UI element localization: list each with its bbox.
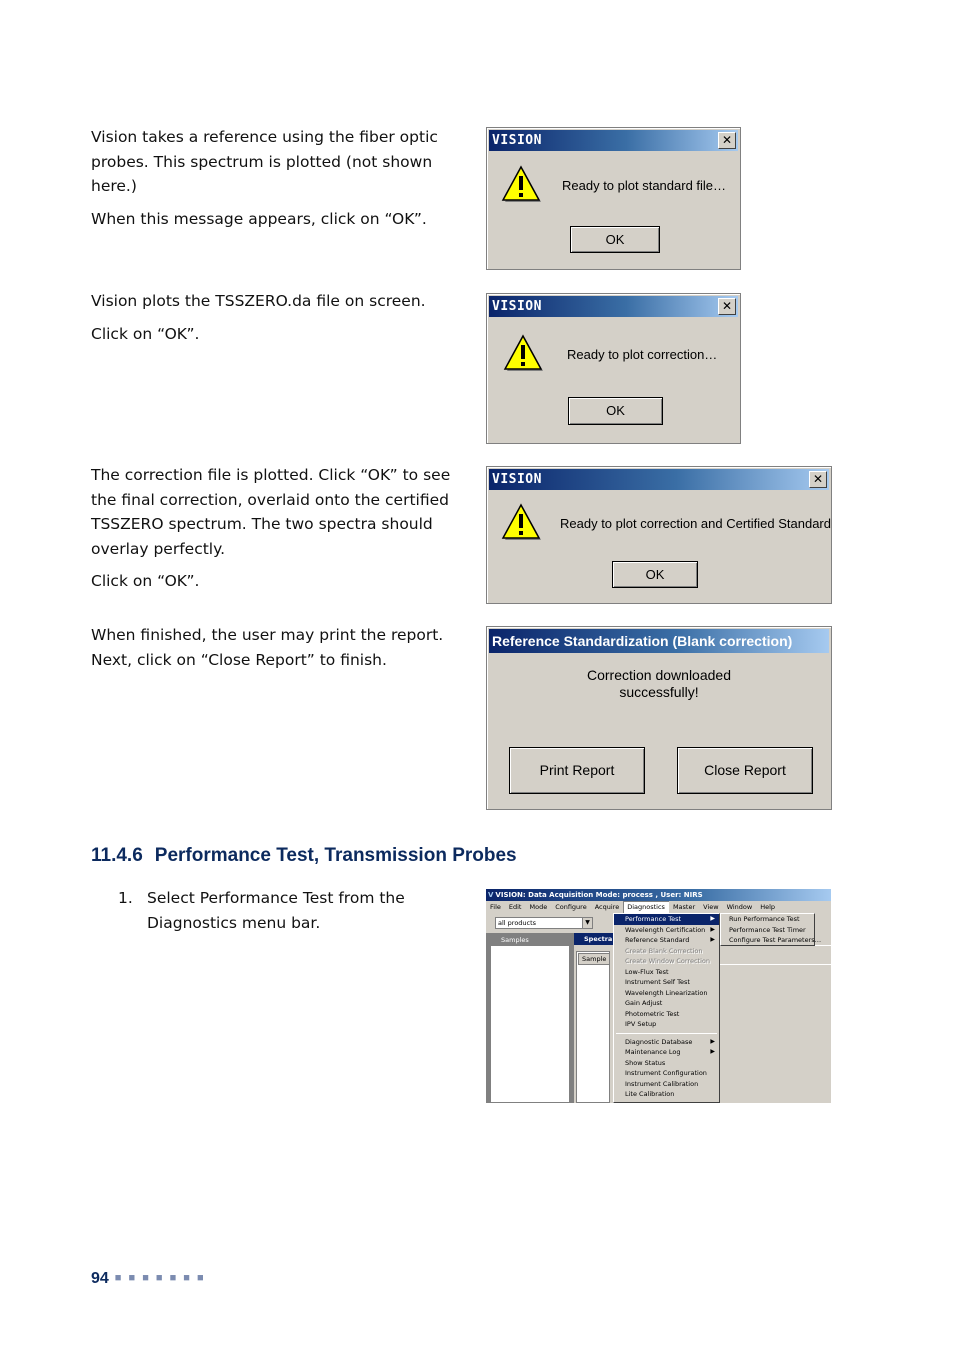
samples-panel [490, 933, 570, 1103]
product-combo[interactable] [495, 917, 593, 929]
page-number: 94 [91, 1270, 109, 1287]
paragraph: The correction file is plotted. Click “OK” to see the final correction, overlaid onto the certified TSSZERO spectrum. The two spectra should overlay perfectly. [91, 466, 451, 558]
menu-window[interactable]: Window [726, 903, 753, 911]
warning-icon [501, 503, 541, 541]
menu-item[interactable] [614, 1058, 719, 1069]
menu-view[interactable]: View [703, 903, 719, 911]
chevron-right-icon: ▶ [710, 1037, 715, 1045]
menu-item[interactable] [614, 988, 719, 999]
app-menubar [486, 901, 831, 913]
menu-diagnostics[interactable]: Diagnostics [623, 901, 669, 913]
menu-item[interactable] [614, 1089, 719, 1100]
menu-item[interactable] [614, 914, 719, 925]
spectra-panel-title: Spectra [574, 933, 614, 945]
performance-test-submenu [720, 913, 822, 946]
vision-logo-icon: V [488, 891, 494, 899]
paragraph: Vision plots the TSSZERO.da file on screen. [91, 292, 426, 310]
reference-standardization-dialog [486, 626, 832, 810]
menu-item[interactable] [614, 977, 719, 988]
menu-item-label: Performance Test [625, 915, 682, 923]
section-title: Performance Test, Transmission Probes [154, 845, 517, 866]
dialog-title: VISION [489, 296, 738, 317]
print-report-button[interactable]: Print Report [509, 747, 645, 794]
step-number: 1. [118, 889, 133, 907]
menu-mode[interactable]: Mode [529, 903, 548, 911]
text-block-3 [91, 463, 473, 602]
menu-item-label: Wavelength Linearization [625, 988, 708, 997]
samples-panel-title: Samples [491, 934, 569, 946]
menu-item[interactable] [614, 1009, 719, 1020]
menu-separator [616, 1033, 717, 1034]
menu-item-label: IPV Setup [625, 1020, 657, 1028]
spectra-list [576, 951, 610, 1103]
menu-item-label: Lite Calibration [625, 1090, 675, 1098]
paragraph: When finished, the user may print the report. Next, click on “Close Report” to finish. [91, 626, 444, 669]
menu-item[interactable] [614, 1047, 719, 1058]
menu-item[interactable] [614, 967, 719, 978]
paragraph: When this message appears, click on “OK”. [91, 209, 427, 228]
menu-item[interactable] [614, 998, 719, 1009]
menu-edit[interactable]: Edit [508, 903, 522, 911]
paragraph: Vision takes a reference using the fiber optic probes. This spectrum is plotted (not shown here.) [91, 128, 438, 195]
text-block-4 [91, 623, 473, 680]
menu-configure[interactable]: Configure [555, 903, 587, 911]
tab-sample[interactable]: Sample [578, 953, 610, 965]
dialog-title: VISION [489, 469, 829, 490]
dialog-message: Ready to plot correction… [567, 347, 718, 362]
paragraph: Click on “OK”. [91, 572, 200, 590]
menu-master[interactable]: Master [672, 903, 696, 911]
menu-item[interactable] [614, 1079, 719, 1090]
ok-button[interactable]: OK [612, 561, 698, 588]
chevron-right-icon: ▶ [710, 1048, 715, 1055]
menu-help[interactable]: Help [760, 903, 776, 911]
menu-item[interactable] [614, 1068, 719, 1079]
warning-icon [501, 165, 541, 203]
menu-item-label: Low-Flux Test [625, 967, 669, 976]
vision-app-screenshot [486, 889, 831, 1103]
menu-item-label: Gain Adjust [625, 999, 663, 1007]
page-footer [91, 1270, 206, 1288]
app-titlebar [486, 889, 831, 901]
menu-file[interactable]: File [490, 903, 501, 911]
diagnostics-menu [613, 913, 720, 1103]
menu-item[interactable] [614, 946, 719, 957]
menu-item-label: Instrument Self Test [625, 978, 690, 986]
chevron-right-icon: ▶ [710, 936, 715, 943]
submenu-item[interactable]: Performance Test Timer [729, 925, 806, 934]
menu-item[interactable] [614, 925, 719, 936]
section-heading [91, 845, 517, 867]
app-title: VISION: Data Acquisition Mode: process , User: NIRS [495, 891, 703, 899]
menu-item-label: Reference Standard [625, 936, 690, 944]
menu-item-label: Wavelength Certification [625, 925, 706, 934]
text-block-2 [91, 289, 471, 354]
menu-item-label: Create Window Correction [625, 957, 710, 965]
close-icon[interactable]: ✕ [718, 132, 736, 149]
paragraph: Click on “OK”. [91, 324, 200, 343]
dialog-title: Reference Standardization (Blank correction) [489, 629, 829, 653]
step-item [118, 886, 438, 936]
menu-item-label: Diagnostic Database [625, 1037, 693, 1046]
close-report-button[interactable]: Close Report [677, 747, 813, 794]
menu-item-label: Maintenance Log [625, 1048, 681, 1056]
close-icon[interactable]: ✕ [718, 298, 736, 315]
vision-dialog-standard [486, 127, 741, 270]
dialog-message-line1: Correction downloaded [587, 667, 731, 683]
divider [718, 945, 831, 965]
submenu-item[interactable]: Configure Test Parameters… [729, 936, 822, 944]
warning-icon [503, 334, 543, 372]
menu-item-label: Instrument Configuration [625, 1069, 707, 1077]
menu-item-label: Instrument Calibration [625, 1079, 699, 1088]
ok-button[interactable]: OK [568, 397, 663, 425]
section-number: 11.4.6 [91, 845, 143, 866]
ok-button[interactable]: OK [570, 226, 660, 253]
menu-item-label: Show Status [625, 1058, 666, 1067]
vision-dialog-certified [486, 466, 832, 604]
menu-acquire[interactable]: Acquire [594, 903, 620, 911]
chevron-down-icon[interactable]: ▼ [582, 918, 592, 928]
menu-item[interactable] [614, 1037, 719, 1048]
step-text: Select Performance Test from the Diagnostics menu bar. [147, 889, 405, 932]
chevron-right-icon: ▶ [710, 925, 715, 933]
menu-item[interactable] [614, 956, 719, 967]
combo-value: all products [498, 919, 537, 927]
text-block-1 [91, 125, 471, 239]
vision-dialog-correction [486, 293, 741, 444]
footer-dots: ■ ■ ■ ■ ■ ■ ■ [114, 1272, 206, 1284]
dialog-message: Ready to plot standard file… [562, 178, 727, 193]
submenu-item[interactable]: Run Performance Test [729, 915, 800, 923]
menu-item[interactable] [614, 1019, 719, 1030]
close-icon[interactable]: ✕ [809, 471, 827, 488]
dialog-title: VISION [489, 130, 738, 151]
menu-item-label: Photometric Test [625, 1009, 680, 1018]
dialog-message-line2: successfully! [619, 684, 699, 700]
chevron-right-icon: ▶ [710, 915, 715, 922]
menu-item[interactable] [614, 935, 719, 946]
menu-item-label: Create Blank Correction [625, 946, 703, 955]
dialog-message: Ready to plot correction and Certified Standard [560, 516, 831, 531]
